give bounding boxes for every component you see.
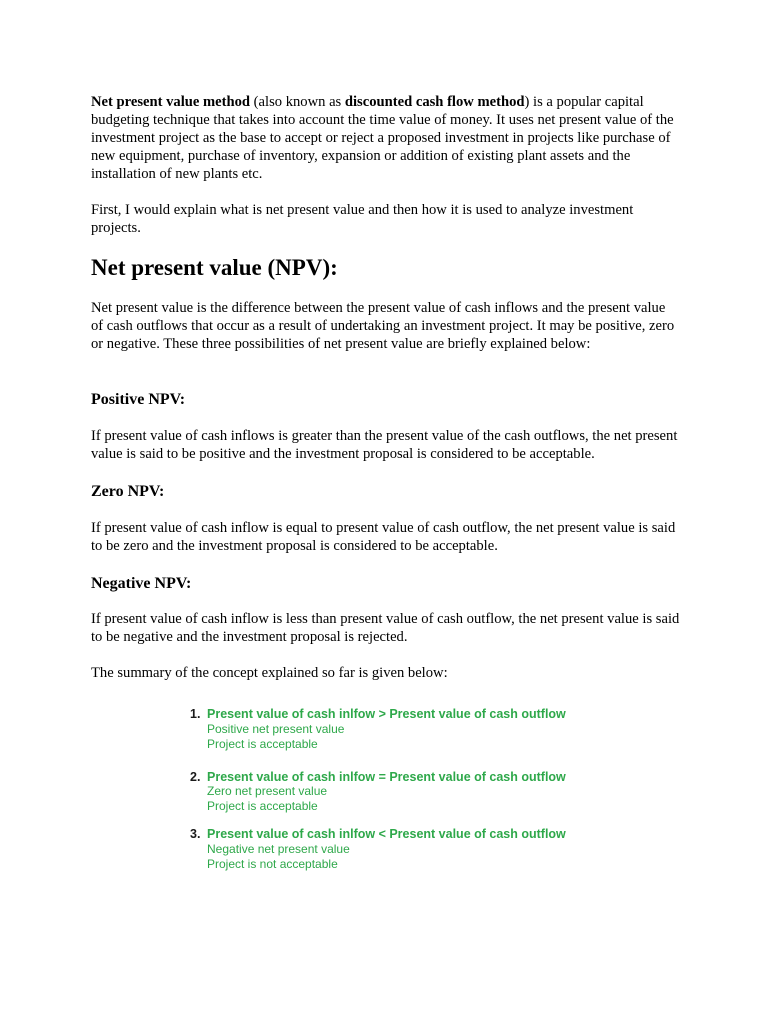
intro-rest: ) is a popular capital budgeting technique that takes into account the time value of money. It uses net present value of the investment project as the base to accept or reject a proposed investment in projects like purchase of new equipment, purchase of inventory, expansion or addition of existing plant assets and the installation of new plants etc. [91,94,674,182]
summary-list [190,706,610,876]
positive-npv-paragraph: If present value of cash inflows is greater than the present value of the cash outflows, the net present value is said to be positive and the investment proposal is considered to be acceptable. [91,428,678,462]
summary-item-decision: Project is not acceptable [207,857,338,871]
negative-npv-heading: Negative NPV: [91,575,192,592]
zero-npv-paragraph: If present value of cash inflow is equal to present value of cash outflow, the net present value is said to be zero and the investment proposal is considered to be acceptable. [91,520,676,554]
negative-npv-paragraph: If present value of cash inflow is less than present value of cash outflow, the net present value is said to be negative and the investment proposal is rejected. [91,611,680,645]
summary-item-result: Zero net present value [207,784,328,798]
summary-item-condition: Present value of cash inlfow < Present value of cash outflow [207,827,566,841]
summary-item [190,826,610,876]
summary-intro: The summary of the concept explained so far is given below: [91,665,448,681]
intro-aka-term: discounted cash flow method [344,94,525,110]
summary-item-decision: Project is acceptable [207,799,318,813]
summary-item-number: 2. [190,770,201,784]
summary-item [190,706,610,769]
summary-item-decision: Project is acceptable [207,737,318,751]
intro-term: Net present value method [91,94,251,110]
summary-item-condition: Present value of cash inlfow > Present value of cash outflow [207,707,566,721]
summary-item-condition: Present value of cash inlfow = Present value of cash outflow [207,770,566,784]
intro-aka-prefix: (also known as [250,94,345,110]
first-paragraph: First, I would explain what is net present value and then how it is used to analyze investment projects. [91,202,634,236]
summary-item-number: 3. [190,827,201,841]
intro-paragraph [91,93,681,183]
positive-npv-heading: Positive NPV: [91,391,186,408]
summary-item-number: 1. [190,707,201,721]
summary-item-result: Positive net present value [207,722,345,736]
summary-item [190,769,610,826]
zero-npv-heading: Zero NPV: [91,483,165,500]
npv-heading: Net present value (NPV): [91,255,338,280]
summary-item-result: Negative net present value [207,842,350,856]
npv-definition-paragraph: Net present value is the difference between the present value of cash inflows and the present value of cash outflows that occur as a result of undertaking an investment project. It may be positive, zero or negative. These three possibilities of net present value are briefly explained below: [91,300,675,352]
